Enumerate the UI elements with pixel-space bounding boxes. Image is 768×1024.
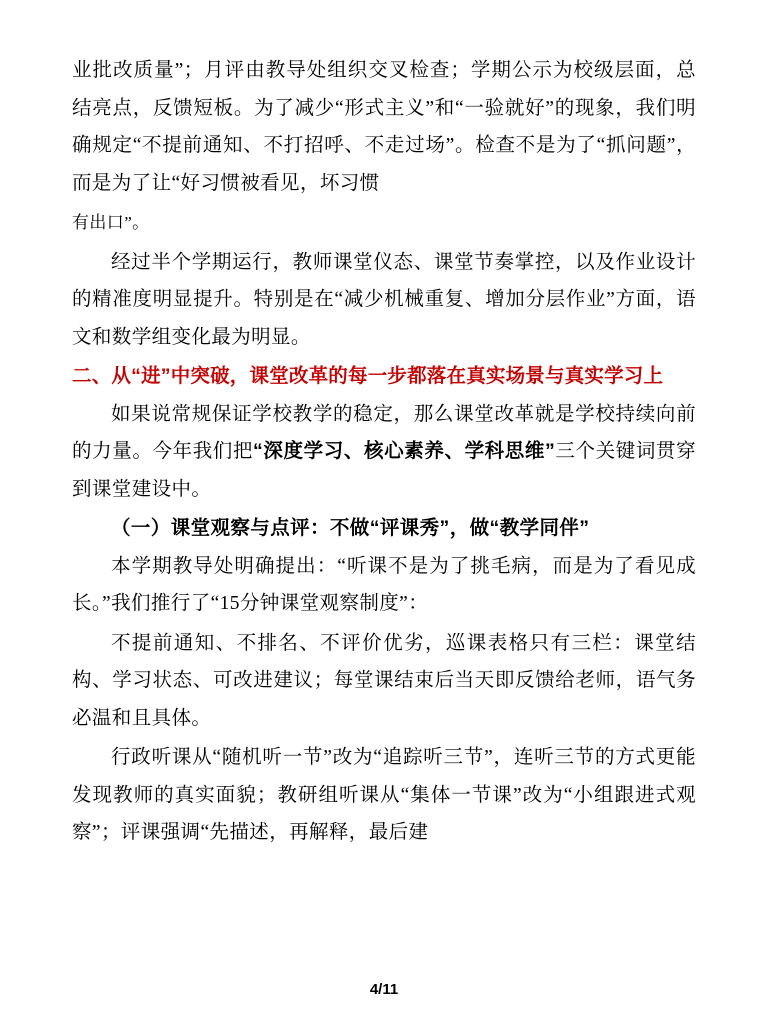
page-footer: 4/11 (369, 981, 399, 998)
paragraph-classroom-reform (72, 396, 696, 509)
paragraph-continued-tail: 有出口”。 (72, 213, 150, 232)
paragraph-administrative-listening: 行政听课从“随机听一节”改为“追踪听三节”，连听三节的方式更能发现教师的真实面貌；教研组听课从“集体一节课”改为“小组跟进式观察”；评课强调“先描述，再解释，最后建 (72, 747, 696, 843)
paragraph-observation-system: 本学期教导处明确提出：“听课不是为了挑毛病，而是为了看见成长。”我们推行了“15分钟课堂观察制度”： (72, 555, 696, 614)
paragraph-segment-1: 如果说常规保证学校教学的稳定，那么课堂改革就是学校持续向前的力量。今年我们把 (72, 403, 696, 462)
subsection-heading-one: （一）课堂观察与点评：不做“评课秀”，做“教学同伴” (111, 517, 590, 539)
section-heading-two: 二、从“进”中突破，课堂改革的每一步都落在真实场景与真实学习上 (72, 365, 664, 387)
paragraph-continued: 业批改质量”；月评由教导处组织交叉检查；学期公示为校级层面，总结亮点，反馈短板。为了减少“形式主义”和“一验就好”的现象，我们明确规定“不提前通知、不打招呼、不走过场”。检查不是为了“抓问题”，而是为了让“好习惯被看见，坏习惯 (72, 60, 696, 194)
paragraph-observation-rules: 不提前通知、不排名、不评价优劣，巡课表格只有三栏：课堂结构、学习状态、可改进建议；每堂课结束后当天即反馈给老师，语气务必温和且具体。 (72, 632, 696, 729)
paragraph-segment-3: 三个关键词贯穿到课堂建设中。 (72, 441, 696, 500)
paragraph-segment-keywords: “深度学习、核心素养、学科思维” (253, 440, 556, 462)
paragraph-semester-results: 经过半个学期运行，教师课堂仪态、课堂节奏掌控，以及作业设计的精准度明显提升。特别是在“减少机械重复、增加分层作业”方面，语文和数学组变化最为明显。 (72, 251, 696, 348)
